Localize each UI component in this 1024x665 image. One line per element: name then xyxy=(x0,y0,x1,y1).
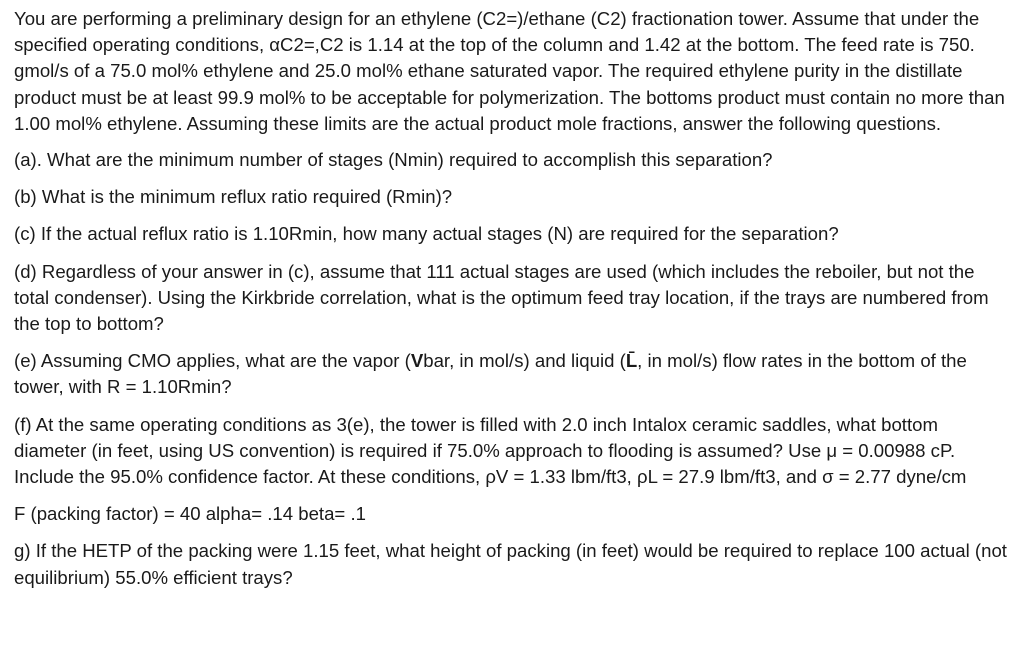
question-g: g) If the HETP of the packing were 1.15 feet, what height of packing (in feet) would be required to replace 100 actual (not equilibrium) 55.0% efficient trays? xyxy=(14,540,1007,588)
question-f: (f) At the same operating conditions as 3(e), the tower is filled with 2.0 inch Intalox ceramic saddles, what bottom diameter (in feet, using US convention) is required if 75.0% approach to flooding is assumed? Use μ = 0.00988 cP. Include the 95.0% confidence factor. At these conditions, ρV = 1.33 lbm/ft3, ρL = 27.9 lbm/ft3, and σ = 2.77 dyne/cm xyxy=(14,413,967,488)
lbar-symbol: L̄ xyxy=(625,350,638,372)
question-d: (d) Regardless of your answer in (c), assume that 111 actual stages are used (which includes the reboiler, but not the total condenser). Using the Kirkbride correlation, what is the optimum feed tray location, if the trays are numbered from the top to bottom? xyxy=(14,260,989,335)
question-c: (c) If the actual reflux ratio is 1.10Rmin, how many actual stages (N) are required for the separation? xyxy=(14,223,839,245)
vbar-symbol: V xyxy=(410,350,424,372)
question-e-text-1: (e) Assuming CMO applies, what are the vapor ( xyxy=(14,350,411,372)
problem-intro: You are performing a preliminary design for an ethylene (C2=)/ethane (C2) fractionation tower. Assume that under the specified operating conditions, αC2=,C2 is 1.14 at the top of the column and 1.42 at the bottom. The feed rate is 750. gmol/s of a 75.0 mol% ethylene and 25.0 mol% ethane saturated vapor. The required ethylene purity in the distillate product must be at least 99.9 mol% to be acceptable for polymerization. The bottoms product must contain no more than 1.00 mol% ethylene. Assuming these limits are the actual product mole fractions, answer the following questions. xyxy=(14,8,1005,134)
question-e xyxy=(14,348,1014,400)
question-a: (a). What are the minimum number of stages (Nmin) required to accomplish this separation? xyxy=(14,149,773,171)
question-e-text-3: , in mol/s) flow rates in the bottom of the tower, with R = 1.10Rmin? xyxy=(14,350,967,398)
packing-parameters: F (packing factor) = 40 alpha= .14 beta= .1 xyxy=(14,503,366,525)
question-e-text-2: bar, in mol/s) and liquid ( xyxy=(423,350,626,372)
question-b: (b) What is the minimum reflux ratio required (Rmin)? xyxy=(14,186,453,208)
